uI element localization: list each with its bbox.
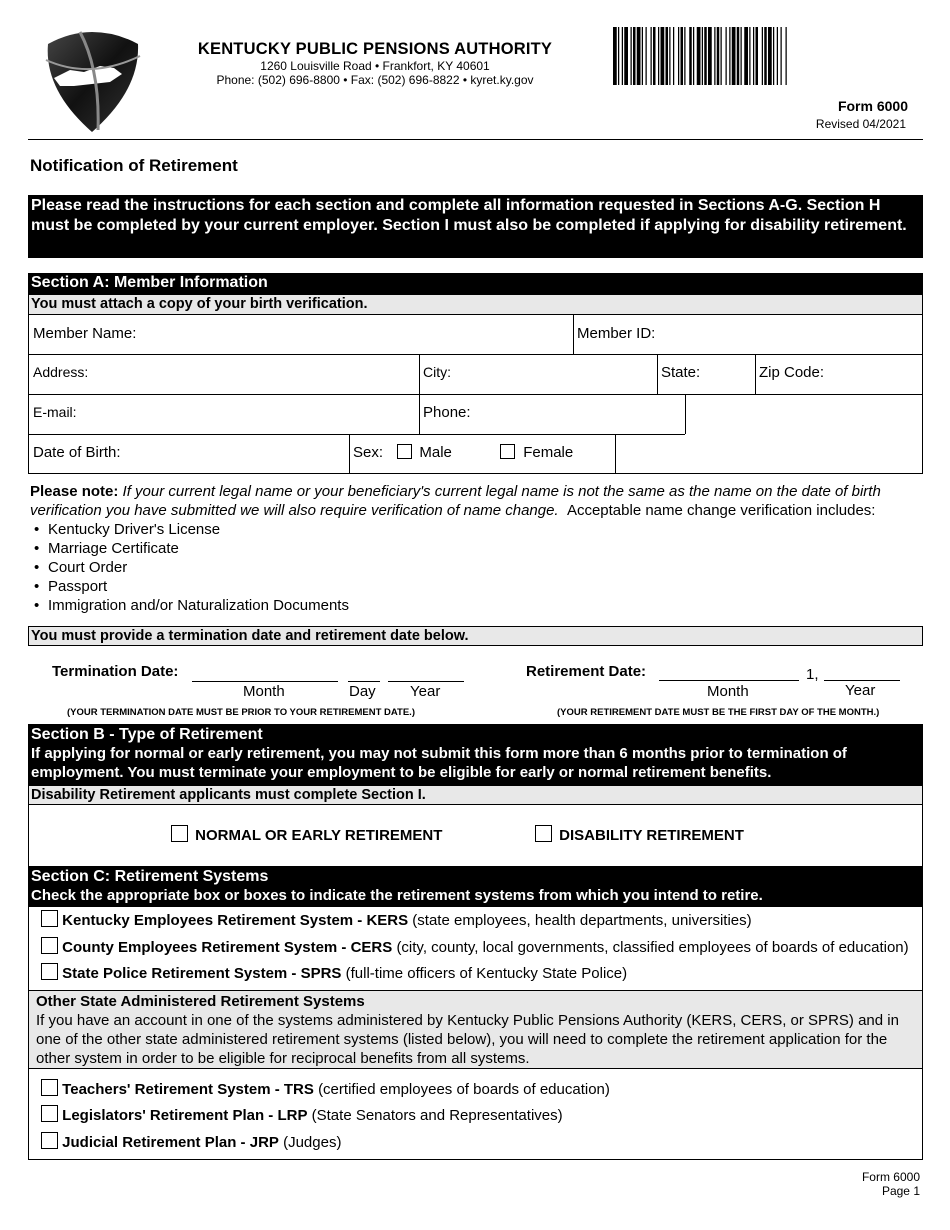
date-of-birth-label: Date of Birth: bbox=[33, 444, 121, 461]
date-of-birth-field[interactable] bbox=[29, 434, 349, 474]
other-systems-heading: Other State Administered Retirement Systems bbox=[36, 993, 365, 1010]
lrp-checkbox[interactable] bbox=[41, 1105, 58, 1122]
section-b-subheading: Disability Retirement applicants must complete Section I. bbox=[28, 785, 923, 805]
phone-label: Phone: bbox=[423, 404, 471, 421]
retirement-year-line[interactable] bbox=[824, 680, 900, 681]
female-label: Female bbox=[523, 444, 574, 461]
retirement-day-fixed: 1, bbox=[806, 666, 819, 683]
termination-day-caption: Day bbox=[349, 683, 376, 700]
section-b-banner bbox=[28, 724, 923, 785]
trs-name: Teachers' Retirement System - TRS bbox=[62, 1081, 314, 1098]
organization-name: KENTUCKY PUBLIC PENSIONS AUTHORITY bbox=[197, 40, 553, 58]
member-name-field[interactable] bbox=[29, 315, 573, 354]
section-b-heading: Section B - Type of Retirement bbox=[31, 726, 263, 743]
retirement-date-note: (YOUR RETIREMENT DATE MUST BE THE FIRST DAY OF THE MONTH.) bbox=[557, 707, 880, 718]
disability-label: DISABILITY RETIREMENT bbox=[559, 827, 744, 844]
list-item: • Marriage Certificate bbox=[30, 539, 920, 558]
sprs-desc: (full-time officers of Kentucky State Police) bbox=[345, 965, 628, 982]
termination-year-line[interactable] bbox=[388, 681, 464, 682]
disability-checkbox[interactable] bbox=[535, 825, 552, 842]
footer-page: Page 1 bbox=[881, 1184, 920, 1198]
instructions-banner: Please read the instructions for each section and complete all information requested in Sections A-G. Section H must be completed by your current employer. Section I must also be completed if applying for disability retirement. bbox=[28, 195, 923, 258]
member-info-grid bbox=[28, 314, 923, 474]
termination-year-caption: Year bbox=[410, 683, 441, 700]
list-item: • Immigration and/or Naturalization Documents bbox=[30, 596, 920, 615]
jrp-desc: (Judges) bbox=[283, 1134, 342, 1151]
state-label: State: bbox=[661, 364, 701, 381]
lrp-name: Legislators' Retirement Plan - LRP bbox=[62, 1107, 308, 1124]
sprs-name: State Police Retirement System - SPRS bbox=[62, 965, 342, 982]
state-field[interactable] bbox=[657, 354, 755, 394]
email-field[interactable] bbox=[29, 394, 419, 434]
jrp-checkbox[interactable] bbox=[41, 1132, 58, 1149]
organization-address: 1260 Louisville Road • Frankfort, KY 40601 bbox=[260, 59, 490, 73]
kers-name: Kentucky Employees Retirement System - KERS bbox=[62, 912, 409, 929]
member-id-label: Member ID: bbox=[577, 325, 656, 342]
termination-day-line[interactable] bbox=[348, 681, 380, 682]
kers-checkbox[interactable] bbox=[41, 910, 58, 927]
dates-bar: You must provide a termination date and retirement date below. bbox=[28, 626, 923, 646]
male-checkbox[interactable] bbox=[397, 444, 412, 459]
system-option-kers bbox=[41, 910, 752, 929]
other-systems-box bbox=[28, 1068, 923, 1160]
verification-list bbox=[30, 520, 920, 615]
other-systems-info bbox=[28, 990, 923, 1069]
trs-checkbox[interactable] bbox=[41, 1079, 58, 1096]
header-divider bbox=[28, 139, 923, 140]
section-b-text: If applying for normal or early retirement, you may not submit this form more than 6 months prior to termination of employment. You must terminate your employment to be eligible for early or normal retirement benefits. bbox=[31, 745, 847, 781]
revised-date: Revised 04/2021 bbox=[815, 117, 906, 131]
page-title: Notification of Retirement bbox=[30, 156, 238, 175]
organization-block bbox=[160, 40, 590, 87]
cers-name: County Employees Retirement System - CERS bbox=[62, 939, 393, 956]
section-c-text: Check the appropriate box or boxes to indicate the retirement systems from which you intend to retire. bbox=[31, 887, 763, 904]
trs-desc: (certified employees of boards of education) bbox=[318, 1081, 610, 1098]
city-label: City: bbox=[423, 364, 451, 380]
list-item: • Court Order bbox=[30, 558, 920, 577]
kers-desc: (state employees, health departments, universities) bbox=[412, 912, 752, 929]
normal-early-option bbox=[171, 825, 442, 844]
organization-contact: Phone: (502) 696-8800 • Fax: (502) 696-8822 • kyret.ky.gov bbox=[216, 73, 534, 87]
address-label: Address: bbox=[33, 364, 89, 380]
section-a-heading: Section A: Member Information bbox=[28, 273, 923, 294]
section-c-banner bbox=[28, 866, 923, 907]
list-item: • Kentucky Driver's License bbox=[30, 520, 920, 539]
email-label: E-mail: bbox=[33, 404, 77, 420]
retirement-date-label: Retirement Date: bbox=[526, 663, 647, 680]
system-option-cers bbox=[41, 937, 909, 956]
note-lead: Please note: bbox=[30, 483, 119, 500]
page-footer bbox=[862, 1170, 920, 1198]
sprs-checkbox[interactable] bbox=[41, 963, 58, 980]
jrp-name: Judicial Retirement Plan - JRP bbox=[62, 1134, 279, 1151]
note-tail: Acceptable name change verification includes: bbox=[566, 502, 876, 519]
male-label: Male bbox=[419, 444, 452, 461]
system-option-trs bbox=[41, 1079, 610, 1098]
termination-month-line[interactable] bbox=[192, 681, 338, 682]
normal-early-label: NORMAL OR EARLY RETIREMENT bbox=[195, 827, 443, 844]
termination-date-note: (YOUR TERMINATION DATE MUST BE PRIOR TO YOUR RETIREMENT DATE.) bbox=[67, 707, 415, 718]
address-field[interactable] bbox=[29, 354, 419, 394]
system-option-jrp bbox=[41, 1132, 341, 1151]
retirement-type-box bbox=[28, 804, 923, 868]
lrp-desc: (State Senators and Representatives) bbox=[311, 1107, 563, 1124]
zip-code-field[interactable] bbox=[755, 354, 922, 394]
footer-form: Form 6000 bbox=[861, 1170, 920, 1184]
normal-early-checkbox[interactable] bbox=[171, 825, 188, 842]
section-c-heading: Section C: Retirement Systems bbox=[31, 868, 269, 885]
female-checkbox[interactable] bbox=[500, 444, 515, 459]
termination-month-caption: Month bbox=[243, 683, 285, 700]
city-field[interactable] bbox=[419, 354, 657, 394]
cers-checkbox[interactable] bbox=[41, 937, 58, 954]
system-option-lrp bbox=[41, 1105, 563, 1124]
sex-field bbox=[349, 434, 615, 474]
note-italic: If your current legal name or your beneficiary's current legal name is not the same as the name on the date of birth verification you have submitted we will also require verification of name change. bbox=[30, 483, 881, 519]
sex-label: Sex: bbox=[353, 444, 384, 461]
phone-field[interactable] bbox=[419, 394, 685, 434]
name-change-note bbox=[30, 482, 920, 615]
kpaa-shield-logo bbox=[40, 30, 144, 134]
form-number: Form 6000 bbox=[837, 98, 908, 114]
cers-desc: (city, county, local governments, classified employees of boards of education) bbox=[396, 939, 909, 956]
kpaa-systems-box bbox=[28, 906, 923, 991]
member-id-field[interactable] bbox=[573, 315, 922, 354]
list-item: • Passport bbox=[30, 577, 920, 596]
zip-code-label: Zip Code: bbox=[759, 364, 825, 381]
section-a-subheading: You must attach a copy of your birth verification. bbox=[28, 294, 923, 315]
member-name-label: Member Name: bbox=[33, 325, 137, 342]
termination-date-label: Termination Date: bbox=[52, 663, 179, 680]
other-systems-text: If you have an account in one of the systems administered by Kentucky Public Pensions Authority (KERS, CERS, or SPRS) and in one of the other state administered retirement systems (listed below), you will need to complete the retirement application for the other system in order to be eligible for reciprocal benefits from all systems. bbox=[36, 1012, 899, 1067]
barcode bbox=[613, 27, 923, 85]
retirement-month-caption: Month bbox=[707, 683, 749, 700]
retirement-month-line[interactable] bbox=[659, 680, 799, 681]
disability-option bbox=[535, 825, 744, 844]
system-option-sprs bbox=[41, 963, 627, 982]
retirement-year-caption: Year bbox=[845, 682, 876, 699]
